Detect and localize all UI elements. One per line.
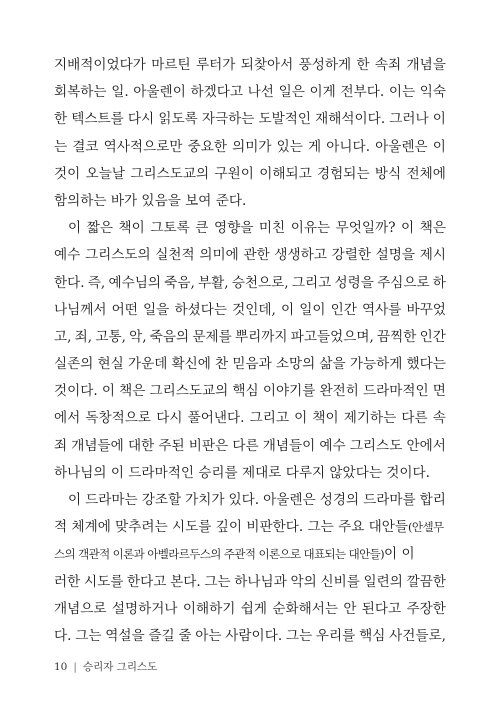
text-line: 지배적이었다가 마르틴 루터가 되찾아서 풍성하게 한 속죄 개념을	[54, 57, 446, 73]
text-line: 함의하는 바가 있음을 보여 준다.	[54, 192, 247, 209]
page-footer	[54, 659, 157, 674]
text-line: 회복하는 일. 아울렌이 하겠다고 나선 일은 이게 전부다. 이는 익숙	[54, 84, 446, 101]
text-segment: 적 체계에 맞추려는 시도를 깊이 비판한다. 그는 주요 대안들	[54, 519, 409, 536]
text-line: 것이다. 이 책은 그리스도교의 핵심 이야기를 완전히 드라마적인 면	[54, 383, 446, 400]
text-segment: 이 이	[384, 546, 415, 563]
parenthetical-small-text: (안셀무	[408, 520, 444, 535]
text-line: 이 짧은 책이 그토록 큰 영향을 미친 이유는 무엇일까? 이 책은	[68, 220, 446, 237]
text-line: 실존의 현실 가운데 확신에 찬 믿음과 소망의 삶을 가능하게 했다는	[54, 356, 446, 373]
text-line: 고, 죄, 고통, 악, 죽음의 문제를 뿌리까지 파고들었으며, 끔찍한 인간	[54, 328, 446, 345]
text-line: 한다. 즉, 예수님의 죽음, 부활, 승천으로, 그리고 성령을 주심으로 하	[54, 274, 446, 291]
text-line: 다. 그는 역설을 즐길 줄 아는 사람이다. 그는 우리를 핵심 사건들로,	[54, 627, 446, 644]
body-text	[54, 52, 446, 650]
parenthetical-small-text: 스의 객관적 이론과 아벨라르두스의 주관적 이론으로 대표되는 대안들)	[54, 547, 385, 562]
text-line	[54, 514, 446, 541]
text-line: 나님께서 어떤 일을 하셨다는 것인데, 이 일이 인간 역사를 바꾸었	[54, 301, 446, 318]
text-line: 예수 그리스도의 실천적 의미에 관한 생생하고 강렬한 설명을 제시	[54, 247, 446, 264]
text-line: 에서 독창적으로 다시 풀어낸다. 그리고 이 책이 제기하는 다른 속	[54, 410, 446, 427]
text-line: 러한 시도를 한다고 본다. 그는 하나님과 악의 신비를 일련의 깔끔한	[54, 573, 446, 590]
text-line: 것이 오늘날 그리스도교의 구원이 이해되고 경험되는 방식 전체에	[54, 165, 446, 182]
running-title: 승리자 그리스도	[82, 661, 158, 673]
text-line: 죄 개념들에 대한 주된 비판은 다른 개념들이 예수 그리스도 안에서	[54, 437, 446, 454]
text-line: 하나님의 이 드라마적인 승리를 제대로 다루지 않았다는 것이다.	[54, 464, 430, 481]
text-line	[54, 541, 446, 568]
text-line: 는 결코 역사적으로만 중요한 의미가 있는 게 아니다. 아울렌은 이	[54, 138, 446, 155]
footer-separator: |	[73, 661, 77, 673]
text-line: 한 텍스트를 다시 읽도록 자극하는 도발적인 재해석이다. 그러나 이	[54, 111, 446, 128]
text-line: 이 드라마는 강조할 가치가 있다. 아울렌은 성경의 드라마를 합리	[68, 492, 446, 508]
page-number: 10	[54, 661, 68, 673]
text-line: 개념으로 설명하거나 이해하기 쉽게 순화해서는 안 된다고 주장한	[54, 600, 446, 617]
